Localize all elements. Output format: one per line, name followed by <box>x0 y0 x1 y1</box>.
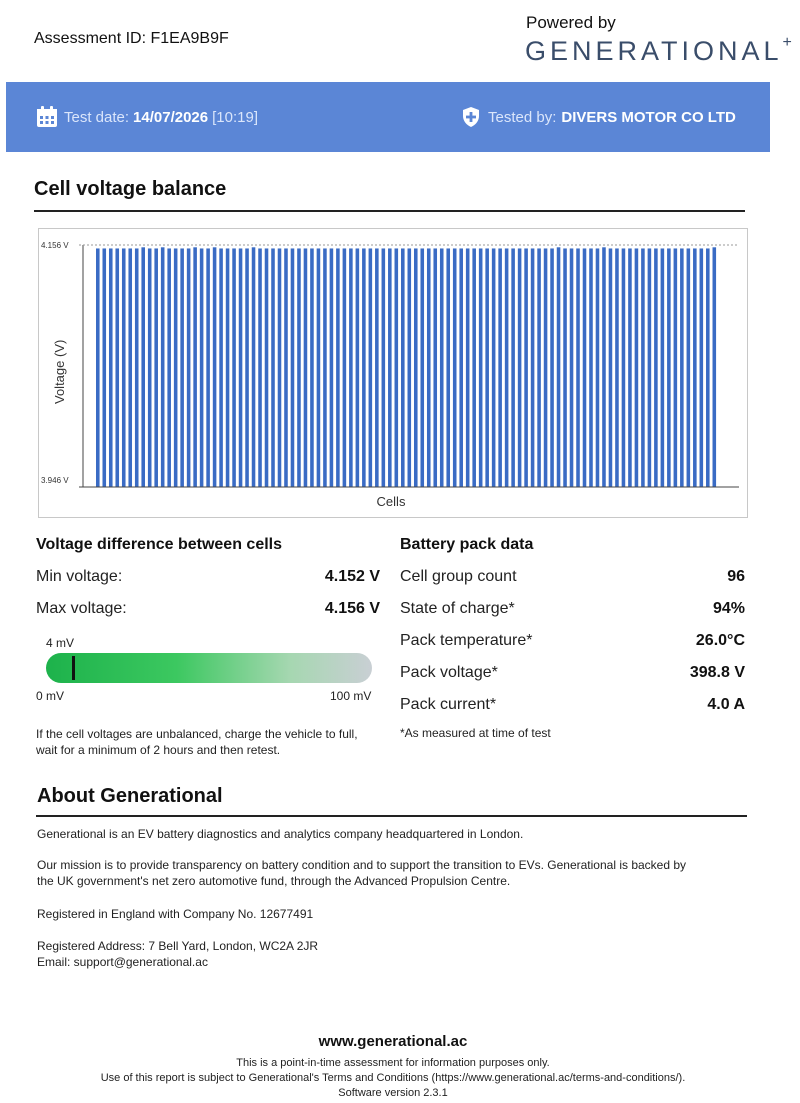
cell-bar <box>570 248 574 487</box>
min-voltage-value: 4.152 V <box>324 568 380 585</box>
cell-bar <box>602 247 606 487</box>
about-registration: Registered in England with Company No. 12677491 <box>37 907 314 921</box>
cell-bar <box>154 248 158 487</box>
cell-bar <box>661 248 665 487</box>
cell-bar <box>524 248 528 487</box>
cell-bar <box>485 248 489 487</box>
cell-bar <box>408 248 412 487</box>
cell-bar <box>576 248 580 487</box>
cell-bar <box>291 248 295 487</box>
y-tick-top: 4.156 V <box>41 241 69 250</box>
cell-bar <box>161 247 165 487</box>
cell-bar <box>180 248 184 487</box>
cell-bar <box>336 248 340 487</box>
voltage-difference-gauge <box>46 653 372 683</box>
brand-logo <box>525 36 792 67</box>
test-date <box>36 106 258 128</box>
cell-voltage-title: Cell voltage balance <box>34 178 227 200</box>
cell-bar <box>557 247 561 487</box>
cell-bar <box>193 247 197 487</box>
powered-by-text: Powered by <box>526 13 616 32</box>
cell-bar <box>304 248 308 487</box>
battery-pack-title: Battery pack data <box>400 536 534 553</box>
cell-bar <box>472 248 476 487</box>
cell-bar <box>693 248 697 487</box>
cell-bar <box>635 248 639 487</box>
assessment-label: Assessment ID: <box>34 30 147 47</box>
cell-bar <box>206 248 210 487</box>
cell-bar <box>440 248 444 487</box>
test-date-value: 14/07/2026 <box>133 108 209 126</box>
cell-bar <box>615 248 619 487</box>
cell-bar <box>466 248 470 487</box>
tested-by-value: DIVERS MOTOR CO LTD <box>561 108 736 126</box>
test-info-banner <box>6 82 770 152</box>
cell-bar <box>375 248 379 487</box>
cell-bar <box>323 248 327 487</box>
cell-bar <box>102 248 106 487</box>
cell-bar <box>680 248 684 487</box>
footer-disclaimer <box>0 1056 786 1101</box>
cell-bar <box>330 248 334 487</box>
y-axis-label: Voltage (V) <box>52 339 67 404</box>
cell-bar <box>239 248 243 487</box>
cell-bar <box>583 248 587 487</box>
cell-bar <box>414 248 418 487</box>
cell-bar <box>628 248 632 487</box>
pack-row-label: Pack current* <box>400 696 497 713</box>
cell-bar <box>401 248 405 487</box>
cell-bar <box>96 248 100 487</box>
test-time-value: [10:19] <box>212 108 258 126</box>
cell-bar <box>141 247 145 487</box>
cell-bar <box>187 248 191 487</box>
pack-row-label: State of charge* <box>400 600 515 617</box>
about-contact <box>37 938 318 970</box>
cell-bar <box>174 248 178 487</box>
cell-bar <box>284 248 288 487</box>
cell-bar <box>648 248 652 487</box>
cell-bar <box>589 248 593 487</box>
cell-bar <box>128 248 132 487</box>
about-mission <box>37 857 686 889</box>
cell-bar <box>427 248 431 487</box>
retest-note-line1: If the cell voltages are unbalanced, charge the vehicle to full, <box>36 727 358 741</box>
x-axis-label: Cells <box>376 494 406 509</box>
pack-row-value: 94% <box>712 600 745 617</box>
about-mission-line2: the UK government's net zero automotive fund, through the Advanced Propulsion Centre. <box>37 874 511 888</box>
gauge-marker <box>72 656 75 680</box>
voltage-diff-title: Voltage difference between cells <box>36 536 283 553</box>
assessment-value: F1EA9B9F <box>150 30 229 47</box>
gauge-max-label: 100 mV <box>330 689 372 703</box>
footer-line1: This is a point-in-time assessment for information purposes only. <box>236 1057 550 1069</box>
cell-bar <box>674 248 678 487</box>
cell-bar <box>297 248 301 487</box>
cell-bar <box>135 248 139 487</box>
cell-bar <box>498 248 502 487</box>
cell-bar <box>219 248 223 487</box>
software-version: Software version 2.3.1 <box>338 1087 448 1099</box>
gauge-value-label: 4 mV <box>46 636 75 650</box>
about-intro: Generational is an EV battery diagnostics and analytics company headquartered in London. <box>37 827 524 841</box>
cell-bar <box>459 248 463 487</box>
cell-bar <box>226 248 230 487</box>
gauge-min-label: 0 mV <box>36 689 65 703</box>
pack-row-label: Pack voltage* <box>400 664 498 681</box>
cell-bar <box>511 248 515 487</box>
cell-bar <box>349 248 353 487</box>
max-voltage-label: Max voltage: <box>36 600 127 617</box>
chart-svg <box>39 229 747 517</box>
section-divider <box>34 210 745 212</box>
about-title: About Generational <box>37 785 223 807</box>
cell-bar <box>213 247 217 487</box>
cell-bar <box>596 248 600 487</box>
brand-plus: + <box>782 34 792 51</box>
cell-bar <box>122 248 126 487</box>
cell-bar <box>317 248 321 487</box>
cell-bar <box>446 248 450 487</box>
y-tick-bottom: 3.946 V <box>41 476 69 485</box>
pack-row-value: 26.0°C <box>695 632 745 649</box>
tested-by <box>462 106 736 128</box>
cell-voltage-chart <box>38 228 748 518</box>
pack-row-value: 4.0 A <box>707 696 745 713</box>
registered-address: Registered Address: 7 Bell Yard, London, WC2A 2JR <box>37 939 319 953</box>
retest-note-line2: wait for a minimum of 2 hours and then retest. <box>36 743 281 757</box>
cell-bar <box>654 248 658 487</box>
cell-bar <box>148 248 152 487</box>
cell-bar <box>544 248 548 487</box>
footer-line2: Use of this report is subject to Generational's Terms and Conditions (https://www.generational.ac/terms-and-conditions/). <box>100 1072 686 1084</box>
cell-bar <box>265 248 269 487</box>
cell-bar <box>453 248 457 487</box>
cell-bar <box>271 248 275 487</box>
calendar-icon <box>36 106 58 128</box>
cell-bar <box>310 248 314 487</box>
brand-name: GENERATIONAL <box>525 36 783 66</box>
chart-bars <box>96 247 716 487</box>
cell-bar <box>167 248 171 487</box>
cell-bar <box>505 248 509 487</box>
cell-bar <box>115 248 119 487</box>
cell-bar <box>356 248 360 487</box>
cell-bar <box>420 248 424 487</box>
cell-bar <box>252 247 256 487</box>
max-voltage-value: 4.156 V <box>324 600 380 617</box>
cell-bar <box>550 248 554 487</box>
contact-email: Email: support@generational.ac <box>37 955 208 969</box>
retest-note <box>36 726 358 758</box>
cell-bar <box>433 248 437 487</box>
cell-bar <box>278 248 282 487</box>
test-date-label: Test date: <box>64 108 130 126</box>
cell-bar <box>713 247 717 487</box>
cell-bar <box>382 248 386 487</box>
website-link[interactable]: www.generational.ac <box>318 1033 468 1050</box>
pack-row-value: 398.8 V <box>689 664 745 681</box>
cell-bar <box>362 248 366 487</box>
about-divider <box>36 815 747 817</box>
cell-bar <box>479 248 483 487</box>
cell-bar <box>258 248 262 487</box>
cell-bar <box>641 248 645 487</box>
cell-bar <box>388 248 392 487</box>
cell-bar <box>343 248 347 487</box>
cell-bar <box>109 248 113 487</box>
measurement-footnote: *As measured at time of test <box>400 726 551 740</box>
assessment-id <box>34 30 229 48</box>
shield-plus-icon <box>462 106 480 128</box>
cell-bar <box>531 248 535 487</box>
cell-bar <box>622 248 626 487</box>
pack-row-value: 96 <box>727 568 745 585</box>
about-mission-line1: Our mission is to provide transparency on battery condition and to support the transition to EVs. Generational is backed by <box>37 858 687 872</box>
cell-bar <box>518 248 522 487</box>
pack-row-label: Cell group count <box>400 568 517 585</box>
cell-bar <box>706 248 710 487</box>
cell-bar <box>687 248 691 487</box>
cell-bar <box>395 248 399 487</box>
pack-row-label: Pack temperature* <box>400 632 533 649</box>
cell-bar <box>369 248 373 487</box>
cell-bar <box>700 248 704 487</box>
cell-bar <box>200 248 204 487</box>
cell-bar <box>245 248 249 487</box>
cell-bar <box>609 248 613 487</box>
tested-by-label: Tested by: <box>488 108 557 126</box>
cell-bar <box>492 248 496 487</box>
min-voltage-label: Min voltage: <box>36 568 123 585</box>
cell-bar <box>537 248 541 487</box>
cell-bar <box>563 248 567 487</box>
cell-bar <box>667 248 671 487</box>
cell-bar <box>232 248 236 487</box>
